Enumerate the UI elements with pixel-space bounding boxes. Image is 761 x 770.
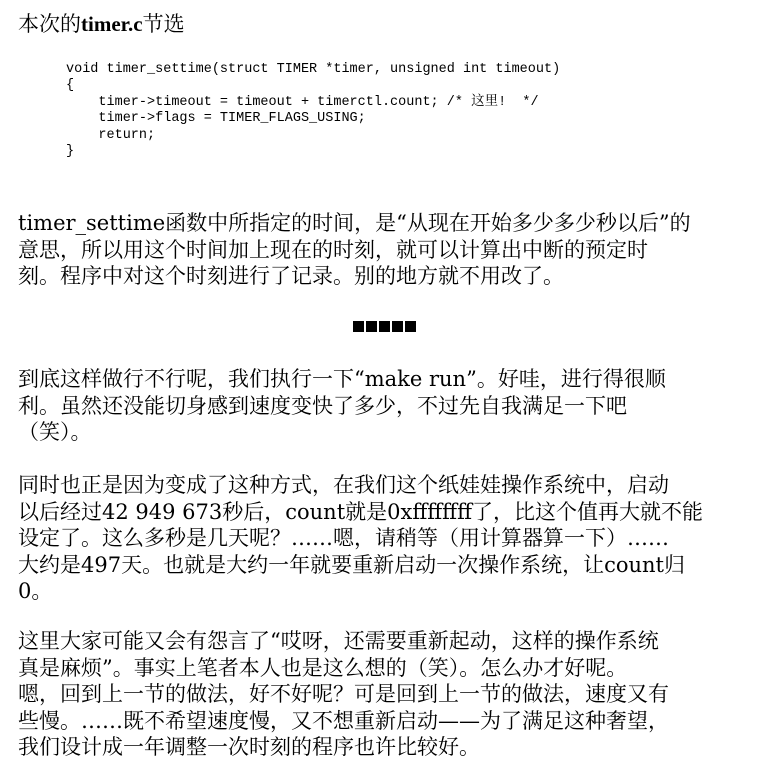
code-line: { [66,78,75,94]
section-heading [18,10,185,38]
code-line: } [66,144,75,160]
paragraph-line: 这里大家可能又会有怨言了“哎呀，还需要重新起动，这样的操作系统 [18,629,659,653]
paragraph-line: 以后经过42 949 673秒后，count就是0xffffffff了，比这个值再大就不能 [18,499,704,524]
divider-square [392,321,403,332]
code-line: return; [66,127,156,143]
paragraph-line: 利。虽然还没能切身感到速度变快了多少，不过先自我满足一下吧 [18,393,627,418]
code-listing [66,62,560,160]
paragraph-settime-explanation [18,210,758,290]
divider-square [379,321,390,332]
paragraph-line: 同时也正是因为变成了这种方式，在我们这个纸娃娃操作系统中，启动 [18,473,669,497]
paragraph-yearly-adjust [18,628,758,761]
paragraph-make-run [18,366,758,446]
paragraph-line: 些慢。……既不希望速度慢，又不想重新启动——为了满足这种奢望， [18,708,669,733]
paragraph-line: 大约是497天。也就是大约一年就要重新启动一次操作系统，让count归 [18,552,685,577]
paragraph-line: 嗯，回到上一节的做法，好不好呢？可是回到上一节的做法，速度又有 [18,682,669,706]
code-line: void timer_settime(struct TIMER *timer, unsigned int timeout) [66,62,561,77]
divider-square [353,321,364,332]
divider-square [366,321,377,332]
paragraph-line: 设定了。这么多秒是几天呢？……嗯，请稍等（用计算器算一下）…… [18,526,669,550]
paragraph-line: 意思，所以用这个时间加上现在的时刻，就可以计算出中断的预定时 [18,237,648,262]
heading-suffix: 节选 [142,12,185,36]
heading-file-name: timer.c [81,12,143,36]
code-line: timer->timeout = timeout + timerctl.count; /* 这里! */ [66,94,539,110]
paragraph-line: （笑）。 [18,420,92,444]
paragraph-line: timer_settime函数中所指定的时间，是“从现在开始多少多少秒以后”的 [18,211,691,235]
code-line: timer->flags = TIMER_FLAGS_USING; [66,111,366,127]
paragraph-line: 刻。程序中对这个时刻进行了记录。别的地方就不用改了。 [18,264,564,288]
heading-prefix: 本次的 [18,12,81,36]
paragraph-line: 到底这样做行不行呢，我们执行一下“make run”。好哇，进行得很顺 [18,367,666,391]
section-divider [353,321,416,332]
paragraph-line: 0。 [18,579,53,603]
paragraph-line: 我们设计成一年调整一次时刻的程序也许比较好。 [18,735,480,759]
paragraph-overflow-limit [18,472,758,605]
divider-square [405,321,416,332]
paragraph-line: 真是麻烦”。事实上笔者本人也是这么想的（笑）。怎么办才好呢。 [18,655,628,680]
